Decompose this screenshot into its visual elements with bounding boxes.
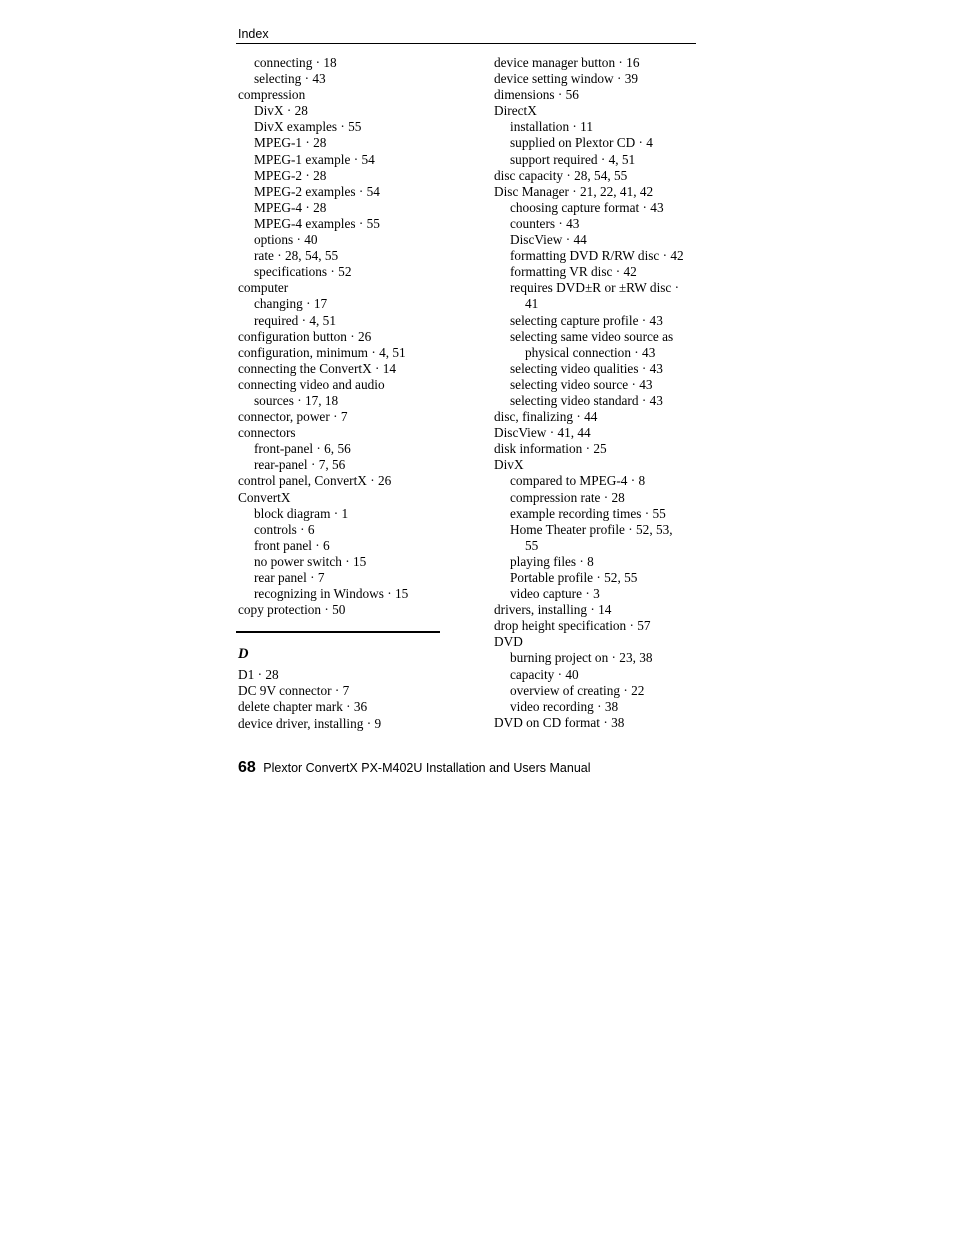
index-subentry: DivX examples · 55 (254, 119, 362, 135)
manual-title: Plextor ConvertX PX-M402U Installation and Users Manual (263, 761, 591, 775)
section-divider (238, 618, 468, 646)
index-entry: configuration, minimum · 4, 51 (238, 344, 406, 360)
index-subentry: block diagram · 1 (254, 505, 349, 521)
index-entry: control panel, ConvertX · 26 (238, 473, 392, 489)
index-entry: DVD (494, 634, 523, 650)
index-subentry: MPEG-2 examples · 54 (254, 183, 380, 199)
index-entry: DC 9V connector · 7 (238, 683, 350, 699)
index-subentry: selecting video qualities · 43 (510, 360, 663, 376)
index-subentry: rate · 28, 54, 55 (254, 248, 339, 264)
index-column-left (238, 55, 468, 732)
running-header: Index (238, 27, 269, 41)
index-subentry: burning project on · 23, 38 (510, 650, 653, 666)
index-entry: drivers, installing · 14 (494, 602, 612, 618)
index-subentry: front panel · 6 (254, 537, 330, 553)
index-entry: disc, finalizing · 44 (494, 409, 598, 425)
index-column-right (494, 55, 699, 731)
index-subentry: counters · 43 (510, 215, 580, 231)
index-subentry: MPEG-4 examples · 55 (254, 215, 380, 231)
index-subentry: overview of creating · 22 (510, 682, 645, 698)
index-subentry: required · 4, 51 (254, 312, 336, 328)
index-subentry: requires DVD±R or ±RW disc · (510, 280, 680, 296)
index-entry: DivX (494, 457, 524, 473)
section-d-entry-list (238, 667, 468, 731)
index-subentry: sources · 17, 18 (254, 392, 339, 408)
index-entry: DVD on CD format · 38 (494, 714, 625, 730)
index-subentry: MPEG-1 · 28 (254, 135, 327, 151)
index-subentry: selecting · 43 (254, 71, 326, 87)
index-subentry: physical connection · 43 (525, 344, 656, 360)
section-rule (236, 631, 440, 633)
index-subentry: compression rate · 28 (510, 489, 625, 505)
index-subentry: controls · 6 (254, 521, 315, 537)
index-entry: copy protection · 50 (238, 602, 346, 618)
index-subentry: video recording · 38 (510, 698, 619, 714)
index-subentry: selecting video source · 43 (510, 376, 653, 392)
index-subentry: no power switch · 15 (254, 553, 367, 569)
index-subentry: example recording times · 55 (510, 505, 666, 521)
index-entry: connecting the ConvertX · 14 (238, 360, 397, 376)
left-entry-list (238, 55, 468, 618)
index-subentry: specifications · 52 (254, 264, 352, 280)
index-entry: configuration button · 26 (238, 328, 372, 344)
index-entry: connector, power · 7 (238, 409, 348, 425)
index-entry: delete chapter mark · 36 (238, 699, 368, 715)
index-subentry: DiscView · 44 (510, 232, 587, 248)
index-entry: Disc Manager · 21, 22, 41, 42 (494, 183, 654, 199)
index-entry: device setting window · 39 (494, 71, 639, 87)
section-letter-d: D (238, 646, 249, 663)
index-subentry: 41 (525, 296, 539, 312)
index-subentry: rear-panel · 7, 56 (254, 457, 346, 473)
index-entry: ConvertX (238, 489, 291, 505)
index-subentry: options · 40 (254, 232, 318, 248)
index-entry: device driver, installing · 9 (238, 715, 382, 731)
index-entry: DiscView · 41, 44 (494, 425, 591, 441)
index-subentry: formatting DVD R/RW disc · 42 (510, 248, 684, 264)
index-entry: disc capacity · 28, 54, 55 (494, 167, 628, 183)
index-entry: connecting video and audio (238, 376, 385, 392)
index-subentry: installation · 11 (510, 119, 593, 135)
index-subentry: formatting VR disc · 42 (510, 264, 637, 280)
index-subentry: support required · 4, 51 (510, 151, 636, 167)
index-subentry: Portable profile · 52, 55 (510, 570, 638, 585)
index-entry: drop height specification · 57 (494, 618, 651, 634)
index-subentry: front-panel · 6, 56 (254, 441, 351, 457)
index-entry: DirectX (494, 103, 537, 119)
index-entry: computer (238, 280, 289, 296)
index-subentry: supplied on Plextor CD · 4 (510, 135, 653, 151)
page-footer (238, 758, 591, 778)
index-subentry: 55 (525, 537, 539, 553)
index-subentry: MPEG-1 example · 54 (254, 151, 375, 167)
index-subentry: connecting · 18 (254, 55, 337, 70)
index-subentry: video capture · 3 (510, 586, 600, 602)
index-entry: dimensions · 56 (494, 87, 579, 103)
index-subentry: selecting same video source as (510, 328, 674, 344)
index-subentry: capacity · 40 (510, 666, 579, 682)
index-subentry: Home Theater profile · 52, 53, (510, 521, 673, 537)
index-entry: disk information · 25 (494, 441, 607, 457)
index-subentry: MPEG-4 · 28 (254, 199, 327, 215)
index-subentry: choosing capture format · 43 (510, 199, 664, 215)
right-entry-list (494, 55, 699, 731)
index-entry: device manager button · 16 (494, 55, 640, 70)
header-divider (236, 43, 696, 44)
index-entry: connectors (238, 425, 296, 441)
index-subentry: selecting video standard · 43 (510, 392, 663, 408)
index-subentry: selecting capture profile · 43 (510, 312, 663, 328)
page-number: 68 (238, 759, 256, 776)
index-subentry: MPEG-2 · 28 (254, 167, 327, 183)
index-subentry: playing files · 8 (510, 553, 594, 569)
index-subentry: DivX · 28 (254, 103, 308, 119)
index-entry: D1 · 28 (238, 667, 279, 683)
index-subentry: rear panel · 7 (254, 570, 325, 585)
index-subentry: recognizing in Windows · 15 (254, 586, 409, 602)
index-entry: compression (238, 87, 306, 103)
index-subentry: compared to MPEG-4 · 8 (510, 473, 646, 489)
index-subentry: changing · 17 (254, 296, 328, 312)
